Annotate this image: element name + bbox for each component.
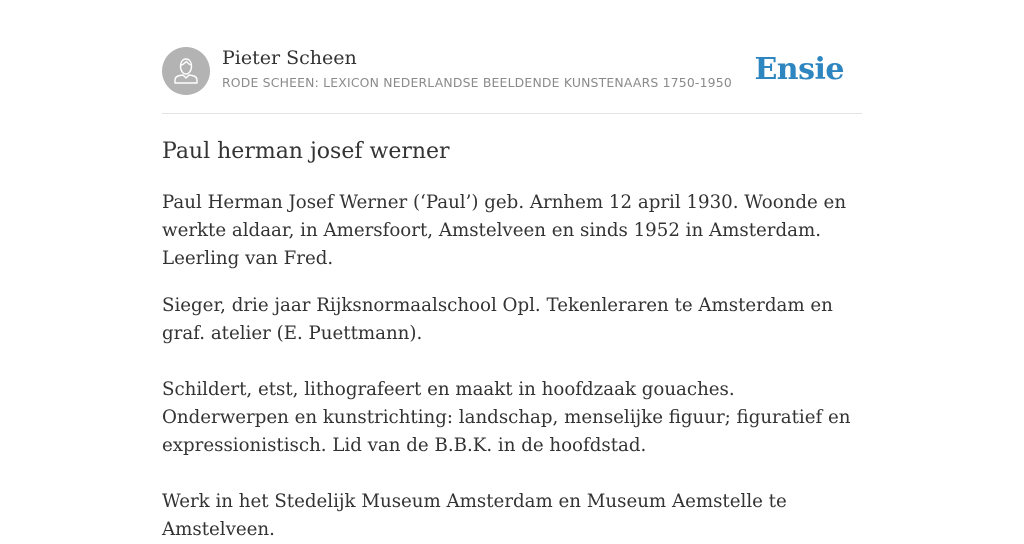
article-paragraph: Paul Herman Josef Werner (‘Paul’) geb. Arnhem 12 april 1930. Woonde en werkte aldaar, in Amersfoort, Amstelveen en sinds 1952 in Amsterdam. Leerling van Fred. [162, 192, 847, 269]
header [162, 0, 862, 114]
page [162, 0, 862, 540]
brand-logo[interactable]: Ensie [754, 52, 844, 87]
article-paragraph: Schildert, etst, lithografeert en maakt in hoofdzaak gouaches. Onderwerpen en kunstrichting: landschap, menselijke figuur; figuratief en expressionistisch. Lid van de B.B.K. in de hoofdstad. [162, 379, 851, 456]
user-silhouette-icon [162, 47, 210, 95]
article-paragraph: Werk in het Stedelijk Museum Amsterdam en Museum Aemstelle te Amstelveen. [162, 491, 787, 540]
author-name[interactable]: Pieter Scheen [222, 47, 357, 69]
article-title: Paul herman josef werner [162, 139, 450, 164]
article-paragraph: Sieger, drie jaar Rijksnormaalschool Opl. Tekenleraren te Amsterdam en graf. atelier (E. Puettmann). [162, 295, 833, 344]
source-title[interactable]: RODE SCHEEN: LEXICON NEDERLANDSE BEELDENDE KUNSTENAARS 1750-1950 [222, 75, 732, 90]
article-body [162, 189, 862, 544]
author-avatar[interactable] [162, 47, 210, 95]
